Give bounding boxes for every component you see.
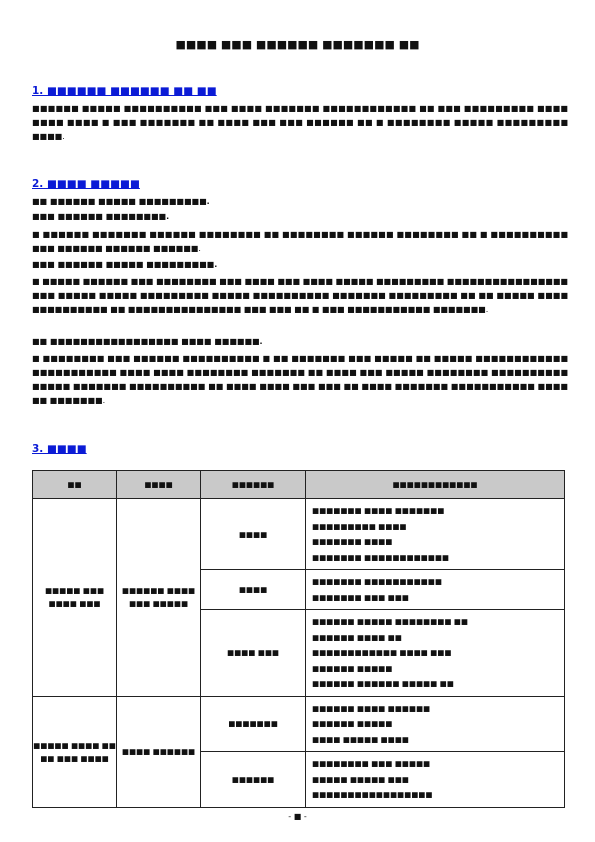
section-2-paragraph: ■ ■■■■■■ ■■■■■■■ ■■■■■■ ■■■■■■■■ ■■ ■■■■■■■■ ■■■■■■ ■■■■■■■■ ■■ ■ ■■■■■■■■■■ ■■■ ■■■■■■ ■■■■■■ ■■■■■■. (32, 230, 568, 253)
items-cell (306, 610, 565, 697)
items-cell (306, 570, 565, 610)
table-row (33, 499, 565, 570)
list-item: ■■■■■■■ ■■■■ ■■■■■■■ (312, 506, 445, 515)
list-item: ■■■■■■■■■ ■■■■ (312, 521, 407, 531)
page-number: - ■ - (288, 812, 307, 821)
list-item: ■■■■■■ ■■■■ ■■ (312, 632, 402, 642)
section-1-heading: 1. ■■■■■■ ■■■■■■ ■■ ■■ (32, 85, 217, 97)
group-cell: ■■■■■ ■■■ ■■■■ ■■■ (33, 499, 117, 697)
section-2-line: ■■ ■■■■■■■■■■■■■■■■■ ■■■■ ■■■■■■. (32, 337, 263, 346)
list-item: ■■■■■■■ ■■■■■■■■■■■■ (312, 552, 450, 562)
column-header: ■■■■ (117, 471, 201, 499)
subgroup-cell: ■■■■■■ ■■■■ ■■■ ■■■■■ (117, 499, 201, 697)
document-title: ■■■■ ■■■ ■■■■■■ ■■■■■■■ ■■ (175, 38, 420, 51)
list-item: ■■■■ ■■■■■ ■■■■ (312, 734, 409, 744)
list-item: ■■■■■■■■■■■■ ■■■■ ■■■ (312, 648, 452, 657)
section-2-paragraph: ■ ■■■■■■■■ ■■■ ■■■■■■ ■■■■■■■■■■ ■ ■■ ■■■■■■■ ■■■ ■■■■■ ■■ ■■■■■ ■■■■■■■■■■■■ ■■■■■■■■■■■ ■■■■ ■■■■ ■■■■■■■■ ■■■■■■■ ■■ ■■■■ ■■■ ■■■■■ ■■■■■■■■ ■■■■■■■■■■ ■■■■■ ■■■■■■■ ■■■■■■■■■■ ■■ ■■■■ ■■■■ ■■■ ■■■ ■■ ■■■■ ■■■■■■■ ■■■■■■■■■■■ ■■■■ ■■ ■■■■■■■. (32, 354, 568, 405)
table-header-row (33, 471, 565, 499)
category-cell: ■■■■ ■■■ (201, 610, 306, 697)
category-cell: ■■■■■■■ (201, 696, 306, 752)
section-2-line: ■■■ ■■■■■■ ■■■■■ ■■■■■■■■■. (32, 260, 218, 269)
list-item: ■■■■■■■ ■■■■ (312, 537, 393, 546)
column-header: ■■■■■■ (201, 471, 306, 499)
table-row (33, 696, 565, 752)
list-item: ■■■■■■■■ ■■■ ■■■■■ (312, 759, 431, 768)
list-item: ■■■■■■ ■■■■■■ ■■■■■ ■■ (312, 679, 454, 688)
list-item: ■■■■■■■ ■■■ ■■■ (312, 592, 409, 602)
section-1-paragraph: ■■■■■■ ■■■■■ ■■■■■■■■■■ ■■■ ■■■■ ■■■■■■■ ■■■■■■■■■■■■ ■■ ■■■ ■■■■■■■■■ ■■■■ ■■■■ ■■■■ ■ ■■■ ■■■■■■■ ■■ ■■■■ ■■■ ■■■ ■■■■■■ ■■ ■ ■■■■■■■■ ■■■■■ ■■■■■■■■■ ■■■■. (32, 104, 568, 141)
items-cell (306, 499, 565, 570)
column-header: ■■ (33, 471, 117, 499)
list-item: ■■■■■■■■■■■■■■■■■ (312, 790, 433, 799)
section-2-paragraph: ■ ■■■■■ ■■■■■■ ■■■ ■■■■■■■■ ■■■ ■■■■ ■■■ ■■■■ ■■■■■ ■■■■■■■■■ ■■■■■■■■■■■■■■■■ ■■■ ■■■■■ ■■■■■ ■■■■■■■■■ ■■■■■ ■■■■■■■■■■ ■■■■■■■ ■■■■■■■■■ ■■ ■■ ■■■■■ ■■■■ ■■■■■■■■■■ ■■ ■■■■■■■■■■■■■■■ ■■■ ■■■ ■■ ■ ■■■ ■■■■■■■■■■■ ■■■■■■■. (32, 277, 568, 314)
group-cell: ■■■■■ ■■■■ ■■ ■■ ■■■ ■■■■ (33, 696, 117, 807)
category-cell: ■■■■ (201, 570, 306, 610)
list-item: ■■■■■■ ■■■■■ ■■■■■■■■ ■■ (312, 617, 468, 626)
section-3-heading: 3. ■■■■ (32, 443, 87, 455)
section-2-line: ■■■ ■■■■■■ ■■■■■■■■. (32, 212, 170, 221)
list-item: ■■■■■■ ■■■■■ (312, 719, 393, 728)
column-header: ■■■■■■■■■■■■ (306, 471, 565, 499)
section-2-line: ■■ ■■■■■■ ■■■■■ ■■■■■■■■■. (32, 197, 210, 206)
section-2-heading: 2. ■■■■ ■■■■■ (32, 178, 140, 190)
list-item: ■■■■■■ ■■■■ ■■■■■■ (312, 703, 431, 713)
items-cell (306, 696, 565, 752)
subgroup-cell: ■■■■ ■■■■■■ (117, 696, 201, 807)
category-cell: ■■■■ (201, 499, 306, 570)
items-cell (306, 752, 565, 808)
list-item: ■■■■■■■ ■■■■■■■■■■■ (312, 577, 442, 586)
list-item: ■■■■■■ ■■■■■ (312, 663, 393, 673)
category-cell: ■■■■■■ (201, 752, 306, 808)
data-table (32, 470, 565, 808)
list-item: ■■■■■ ■■■■■ ■■■ (312, 774, 409, 784)
